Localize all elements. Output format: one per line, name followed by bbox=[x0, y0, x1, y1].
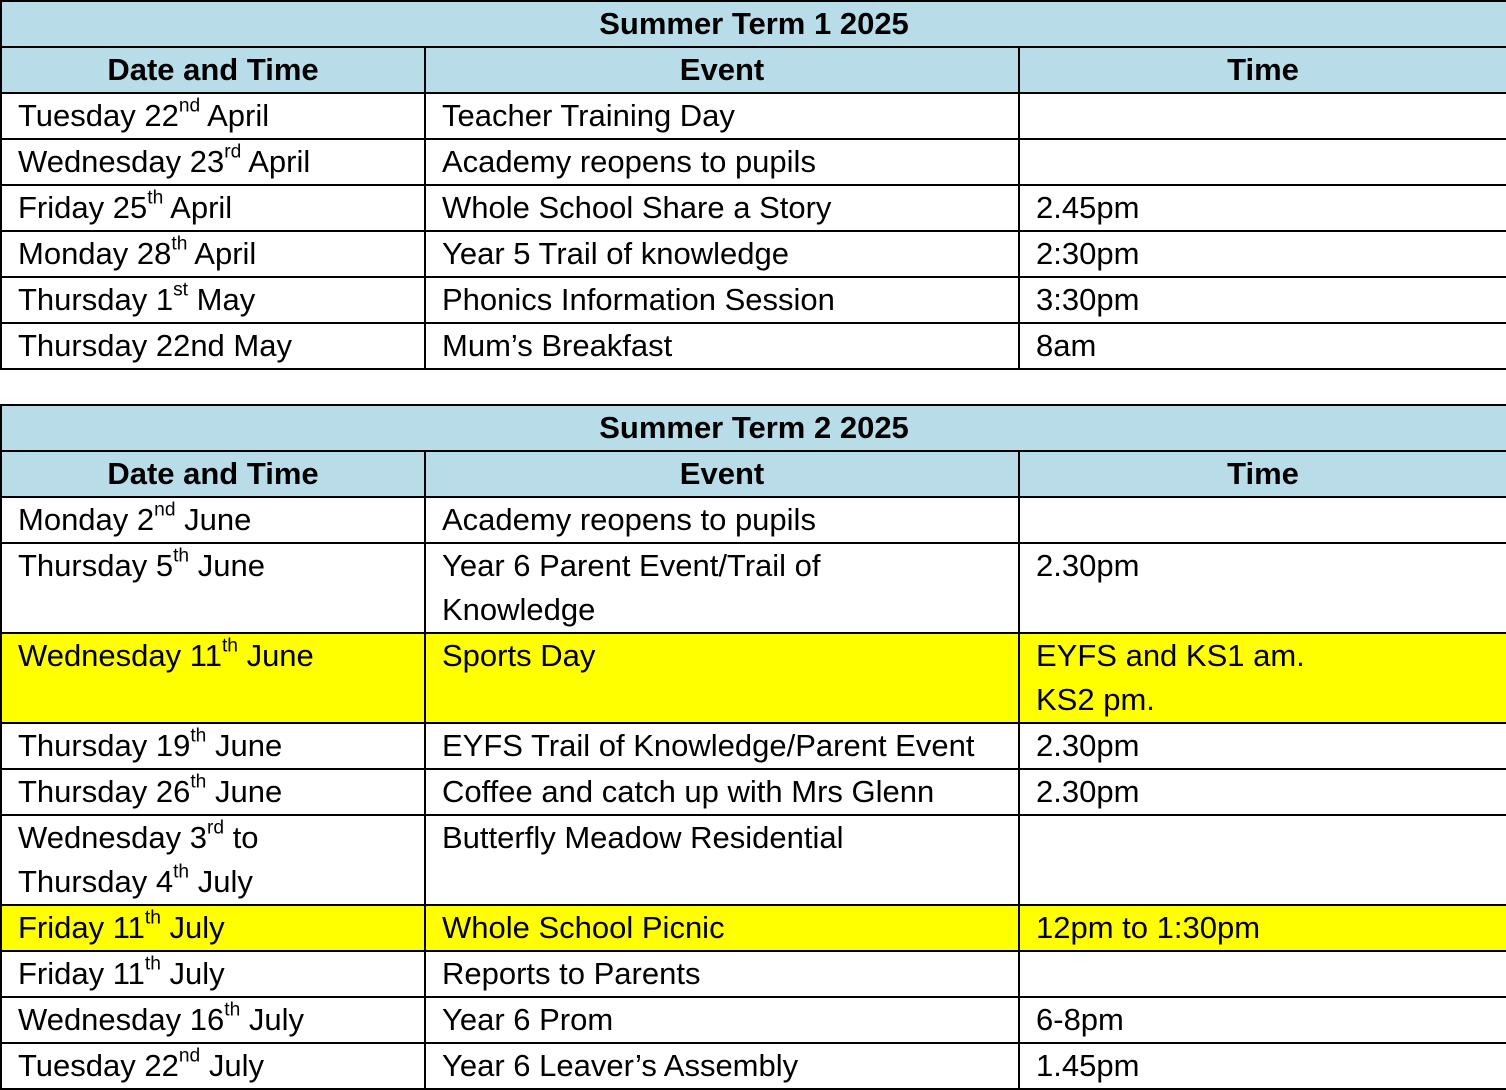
event-cell: Reports to Parents bbox=[425, 951, 1019, 997]
date-cell: Friday 11th July bbox=[1, 951, 425, 997]
date-cell: Friday 25th April bbox=[1, 185, 425, 231]
table-row bbox=[1, 497, 1506, 543]
time-cell bbox=[1019, 139, 1506, 185]
time-cell: EYFS and KS1 am. KS2 pm. bbox=[1019, 633, 1506, 723]
term-title: Summer Term 2 2025 bbox=[1, 405, 1506, 451]
table-row bbox=[1, 323, 1506, 369]
event-cell: Whole School Share a Story bbox=[425, 185, 1019, 231]
time-cell: 1.45pm bbox=[1019, 1043, 1506, 1089]
event-cell: Academy reopens to pupils bbox=[425, 139, 1019, 185]
date-cell: Thursday 5th June bbox=[1, 543, 425, 633]
time-cell: 2.30pm bbox=[1019, 543, 1506, 633]
column-header-event: Event bbox=[425, 451, 1019, 497]
table-row-highlighted bbox=[1, 905, 1506, 951]
table-row-highlighted bbox=[1, 633, 1506, 723]
time-cell bbox=[1019, 497, 1506, 543]
time-cell: 2:30pm bbox=[1019, 231, 1506, 277]
table-row bbox=[1, 139, 1506, 185]
date-cell: Monday 28th April bbox=[1, 231, 425, 277]
table-row bbox=[1, 815, 1506, 905]
table-row bbox=[1, 231, 1506, 277]
event-cell: Year 6 Prom bbox=[425, 997, 1019, 1043]
summer-term-2-table bbox=[0, 404, 1506, 1090]
date-cell: Tuesday 22nd April bbox=[1, 93, 425, 139]
time-cell: 2.45pm bbox=[1019, 185, 1506, 231]
column-header-time: Time bbox=[1019, 47, 1506, 93]
column-header-event: Event bbox=[425, 47, 1019, 93]
table-row bbox=[1, 723, 1506, 769]
column-header-date: Date and Time bbox=[1, 47, 425, 93]
table-row bbox=[1, 185, 1506, 231]
date-cell: Wednesday 11th June bbox=[1, 633, 425, 723]
time-cell bbox=[1019, 815, 1506, 905]
column-header-time: Time bbox=[1019, 451, 1506, 497]
event-cell: Year 6 Parent Event/Trail of Knowledge bbox=[425, 543, 1019, 633]
time-cell: 2.30pm bbox=[1019, 723, 1506, 769]
column-header-date: Date and Time bbox=[1, 451, 425, 497]
date-cell: Wednesday 3rd to Thursday 4th July bbox=[1, 815, 425, 905]
table-row bbox=[1, 277, 1506, 323]
term-title: Summer Term 1 2025 bbox=[1, 1, 1506, 47]
date-cell: Thursday 26th June bbox=[1, 769, 425, 815]
event-cell: Coffee and catch up with Mrs Glenn bbox=[425, 769, 1019, 815]
event-cell: EYFS Trail of Knowledge/Parent Event bbox=[425, 723, 1019, 769]
event-cell: Mum’s Breakfast bbox=[425, 323, 1019, 369]
date-cell: Monday 2nd June bbox=[1, 497, 425, 543]
table-row bbox=[1, 543, 1506, 633]
event-cell: Sports Day bbox=[425, 633, 1019, 723]
date-cell: Wednesday 16th July bbox=[1, 997, 425, 1043]
table-row bbox=[1, 93, 1506, 139]
date-cell: Wednesday 23rd April bbox=[1, 139, 425, 185]
table-row bbox=[1, 951, 1506, 997]
date-cell: Thursday 22nd May bbox=[1, 323, 425, 369]
event-cell: Whole School Picnic bbox=[425, 905, 1019, 951]
time-cell: 12pm to 1:30pm bbox=[1019, 905, 1506, 951]
time-cell: 6-8pm bbox=[1019, 997, 1506, 1043]
event-cell: Teacher Training Day bbox=[425, 93, 1019, 139]
event-cell: Butterfly Meadow Residential bbox=[425, 815, 1019, 905]
time-cell: 8am bbox=[1019, 323, 1506, 369]
table-row bbox=[1, 769, 1506, 815]
table-row bbox=[1, 997, 1506, 1043]
date-cell: Thursday 19th June bbox=[1, 723, 425, 769]
date-cell: Friday 11th July bbox=[1, 905, 425, 951]
event-cell: Academy reopens to pupils bbox=[425, 497, 1019, 543]
event-cell: Year 6 Leaver’s Assembly bbox=[425, 1043, 1019, 1089]
table-row bbox=[1, 1043, 1506, 1089]
date-cell: Thursday 1st May bbox=[1, 277, 425, 323]
event-cell: Phonics Information Session bbox=[425, 277, 1019, 323]
time-cell: 3:30pm bbox=[1019, 277, 1506, 323]
time-cell: 2.30pm bbox=[1019, 769, 1506, 815]
summer-term-1-table bbox=[0, 0, 1506, 370]
event-cell: Year 5 Trail of knowledge bbox=[425, 231, 1019, 277]
time-cell bbox=[1019, 951, 1506, 997]
time-cell bbox=[1019, 93, 1506, 139]
date-cell: Tuesday 22nd July bbox=[1, 1043, 425, 1089]
